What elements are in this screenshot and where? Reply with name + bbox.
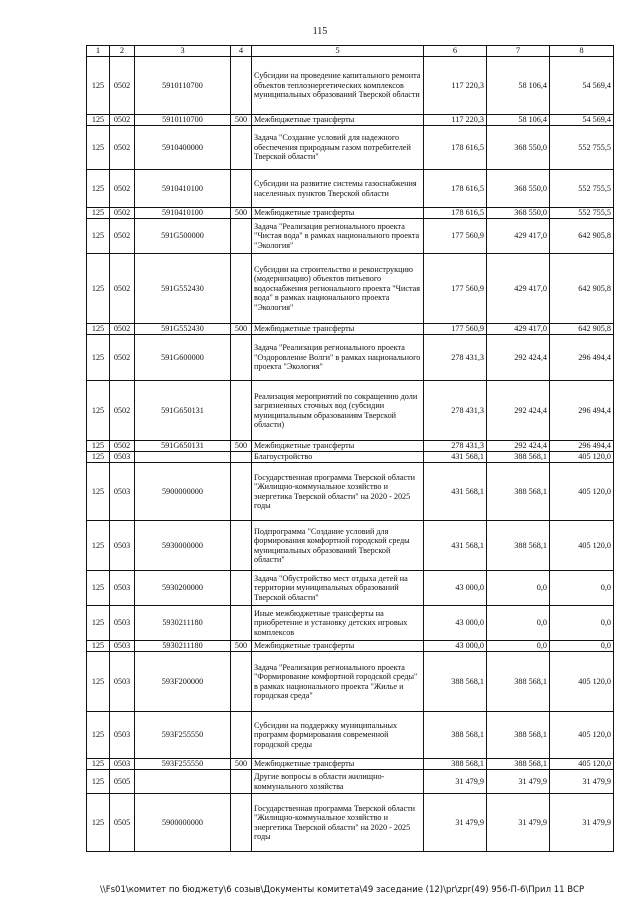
column-header: 4 [231, 46, 252, 57]
target-article-cell: 5930200000 [135, 571, 231, 606]
amount-2022-cell: 405 120,0 [550, 463, 614, 521]
code-cell: 125 [87, 57, 110, 115]
table-row [87, 571, 614, 606]
amount-2020-cell: 31 479,9 [424, 770, 487, 794]
code-cell: 125 [87, 170, 110, 208]
target-article-cell: 5910410100 [135, 208, 231, 219]
target-article-cell: 5930211180 [135, 606, 231, 641]
amount-2022-cell: 405 120,0 [550, 452, 614, 463]
expense-type-cell [231, 521, 252, 571]
target-article-cell [135, 452, 231, 463]
amount-2020-cell: 431 568,1 [424, 463, 487, 521]
amount-2021-cell: 429 417,0 [487, 254, 550, 324]
amount-2020-cell: 178 616,5 [424, 208, 487, 219]
amount-2021-cell: 368 550,0 [487, 208, 550, 219]
target-article-cell: 593F200000 [135, 652, 231, 712]
item-name-cell: Межбюджетные трансферты [252, 759, 424, 770]
table-row [87, 335, 614, 381]
code-cell: 125 [87, 335, 110, 381]
amount-2020-cell: 278 431,3 [424, 335, 487, 381]
code-cell: 125 [87, 126, 110, 170]
amount-2021-cell: 429 417,0 [487, 324, 550, 335]
amount-2022-cell: 31 479,9 [550, 794, 614, 852]
table-row [87, 126, 614, 170]
amount-2022-cell: 54 569,4 [550, 115, 614, 126]
table-header-row [87, 46, 614, 57]
item-name-cell: Задача "Реализация регионального проекта "Формирование комфортной городской среды" в рамках национального проекта "Жилье и городская среда" [252, 652, 424, 712]
section-cell: 0502 [110, 170, 135, 208]
expense-type-cell [231, 571, 252, 606]
expense-type-cell: 500 [231, 324, 252, 335]
amount-2020-cell: 388 568,1 [424, 712, 487, 759]
amount-2022-cell: 0,0 [550, 606, 614, 641]
table-row [87, 208, 614, 219]
target-article-cell [135, 770, 231, 794]
section-cell: 0502 [110, 126, 135, 170]
item-name-cell: Подпрограмма "Создание условий для формирования комфортной городской среды муниципальных образований Тверской области" [252, 521, 424, 571]
code-cell: 125 [87, 219, 110, 254]
target-article-cell: 5910410100 [135, 170, 231, 208]
amount-2022-cell: 642 905,8 [550, 324, 614, 335]
amount-2021-cell: 58 106,4 [487, 57, 550, 115]
column-header: 5 [252, 46, 424, 57]
expense-type-cell [231, 452, 252, 463]
amount-2021-cell: 368 550,0 [487, 170, 550, 208]
table-row [87, 324, 614, 335]
amount-2022-cell: 0,0 [550, 571, 614, 606]
section-cell: 0502 [110, 57, 135, 115]
amount-2022-cell: 642 905,8 [550, 219, 614, 254]
target-article-cell: 591G500000 [135, 219, 231, 254]
amount-2022-cell: 296 494,4 [550, 335, 614, 381]
section-cell: 0502 [110, 208, 135, 219]
code-cell: 125 [87, 521, 110, 571]
amount-2022-cell: 296 494,4 [550, 441, 614, 452]
item-name-cell: Межбюджетные трансферты [252, 324, 424, 335]
table-row [87, 219, 614, 254]
code-cell: 125 [87, 652, 110, 712]
code-cell: 125 [87, 759, 110, 770]
amount-2022-cell: 405 120,0 [550, 652, 614, 712]
code-cell: 125 [87, 254, 110, 324]
amount-2020-cell: 43 000,0 [424, 571, 487, 606]
expense-type-cell: 500 [231, 759, 252, 770]
table-row [87, 115, 614, 126]
code-cell: 125 [87, 641, 110, 652]
expense-type-cell [231, 126, 252, 170]
section-cell: 0505 [110, 794, 135, 852]
item-name-cell: Субсидии на проведение капитального ремонта объектов теплоэнергетических комплексов муниципальных образований Тверской области [252, 57, 424, 115]
amount-2020-cell: 177 560,9 [424, 219, 487, 254]
amount-2020-cell: 278 431,3 [424, 441, 487, 452]
expense-type-cell [231, 219, 252, 254]
expense-type-cell: 500 [231, 115, 252, 126]
code-cell: 125 [87, 794, 110, 852]
amount-2022-cell: 405 120,0 [550, 521, 614, 571]
item-name-cell: Межбюджетные трансферты [252, 641, 424, 652]
section-cell: 0503 [110, 652, 135, 712]
code-cell: 125 [87, 208, 110, 219]
table-row [87, 381, 614, 441]
amount-2022-cell: 405 120,0 [550, 712, 614, 759]
item-name-cell: Реализация мероприятий по сокращению доли загрязненных сточных вод (субсидии муниципальным образованиям Тверской области) [252, 381, 424, 441]
item-name-cell: Задача "Реализация регионального проекта "Оздоровление Волги" в рамках национального проекта "Экология" [252, 335, 424, 381]
target-article-cell: 5910400000 [135, 126, 231, 170]
item-name-cell: Государственная программа Тверской области "Жилищно-коммунальное хозяйство и энергетика Тверской области" на 2020 - 2025 годы [252, 794, 424, 852]
target-article-cell: 5900000000 [135, 794, 231, 852]
section-cell: 0502 [110, 441, 135, 452]
item-name-cell: Задача "Реализация регионального проекта "Чистая вода" в рамках национального проекта "Экология" [252, 219, 424, 254]
code-cell: 125 [87, 324, 110, 335]
column-header: 3 [135, 46, 231, 57]
expense-type-cell [231, 712, 252, 759]
expense-type-cell [231, 606, 252, 641]
target-article-cell: 5900000000 [135, 463, 231, 521]
section-cell: 0503 [110, 759, 135, 770]
amount-2020-cell: 431 568,1 [424, 521, 487, 571]
amount-2021-cell: 58 106,4 [487, 115, 550, 126]
amount-2022-cell: 552 755,5 [550, 208, 614, 219]
section-cell: 0503 [110, 606, 135, 641]
column-header: 6 [424, 46, 487, 57]
item-name-cell: Другие вопросы в области жилищно-коммунального хозяйства [252, 770, 424, 794]
table-row [87, 794, 614, 852]
code-cell: 125 [87, 712, 110, 759]
table-row [87, 652, 614, 712]
section-cell: 0502 [110, 324, 135, 335]
target-article-cell: 5910110700 [135, 57, 231, 115]
amount-2020-cell: 278 431,3 [424, 381, 487, 441]
amount-2020-cell: 43 000,0 [424, 606, 487, 641]
amount-2021-cell: 388 568,1 [487, 712, 550, 759]
page-number: 115 [312, 26, 328, 37]
column-header: 7 [487, 46, 550, 57]
code-cell: 125 [87, 463, 110, 521]
section-cell: 0503 [110, 463, 135, 521]
amount-2022-cell: 54 569,4 [550, 57, 614, 115]
target-article-cell: 591G552430 [135, 254, 231, 324]
amount-2021-cell: 388 568,1 [487, 759, 550, 770]
table-row [87, 712, 614, 759]
target-article-cell: 593F255550 [135, 759, 231, 770]
amount-2021-cell: 388 568,1 [487, 521, 550, 571]
expense-type-cell [231, 335, 252, 381]
amount-2022-cell: 552 755,5 [550, 170, 614, 208]
amount-2022-cell: 552 755,5 [550, 126, 614, 170]
expense-type-cell: 500 [231, 441, 252, 452]
amount-2021-cell: 0,0 [487, 571, 550, 606]
expense-type-cell [231, 770, 252, 794]
target-article-cell: 5930211180 [135, 641, 231, 652]
file-path-footer: \\Fs01\комитет по бюджету\6 созыв\Документы комитета\49 заседание (12)\pr\zpr(49) 956-П-6\Прил 11 ВСР [100, 885, 585, 895]
code-cell: 125 [87, 441, 110, 452]
amount-2022-cell: 405 120,0 [550, 759, 614, 770]
expense-type-cell [231, 57, 252, 115]
section-cell: 0503 [110, 452, 135, 463]
code-cell: 125 [87, 452, 110, 463]
amount-2021-cell: 292 424,4 [487, 335, 550, 381]
amount-2021-cell: 292 424,4 [487, 381, 550, 441]
column-header: 1 [87, 46, 110, 57]
expense-type-cell [231, 463, 252, 521]
amount-2020-cell: 178 616,5 [424, 170, 487, 208]
item-name-cell: Субсидии на поддержку муниципальных программ формирования современной городской среды [252, 712, 424, 759]
table-row [87, 441, 614, 452]
code-cell: 125 [87, 770, 110, 794]
amount-2022-cell: 0,0 [550, 641, 614, 652]
code-cell: 125 [87, 606, 110, 641]
amount-2021-cell: 0,0 [487, 641, 550, 652]
section-cell: 0505 [110, 770, 135, 794]
section-cell: 0502 [110, 381, 135, 441]
section-cell: 0503 [110, 521, 135, 571]
section-cell: 0503 [110, 641, 135, 652]
amount-2022-cell: 296 494,4 [550, 381, 614, 441]
item-name-cell: Задача "Создание условий для надежного обеспечения природным газом потребителей Тверской области" [252, 126, 424, 170]
item-name-cell: Межбюджетные трансферты [252, 115, 424, 126]
target-article-cell: 591G650131 [135, 441, 231, 452]
item-name-cell: Межбюджетные трансферты [252, 208, 424, 219]
amount-2021-cell: 388 568,1 [487, 452, 550, 463]
item-name-cell: Благоустройство [252, 452, 424, 463]
amount-2020-cell: 117 220,3 [424, 115, 487, 126]
column-header: 2 [110, 46, 135, 57]
item-name-cell: Государственная программа Тверской области "Жилищно-коммунальное хозяйство и энергетика Тверской области" на 2020 - 2025 годы [252, 463, 424, 521]
section-cell: 0503 [110, 571, 135, 606]
target-article-cell: 5910110700 [135, 115, 231, 126]
table-row [87, 606, 614, 641]
amount-2021-cell: 31 479,9 [487, 794, 550, 852]
amount-2020-cell: 431 568,1 [424, 452, 487, 463]
expense-type-cell [231, 254, 252, 324]
table-row [87, 452, 614, 463]
amount-2020-cell: 31 479,9 [424, 794, 487, 852]
expense-type-cell: 500 [231, 208, 252, 219]
expense-type-cell [231, 170, 252, 208]
amount-2021-cell: 429 417,0 [487, 219, 550, 254]
table-row [87, 463, 614, 521]
amount-2020-cell: 177 560,9 [424, 254, 487, 324]
expense-type-cell [231, 381, 252, 441]
code-cell: 125 [87, 381, 110, 441]
item-name-cell: Межбюджетные трансферты [252, 441, 424, 452]
section-cell: 0502 [110, 219, 135, 254]
amount-2020-cell: 43 000,0 [424, 641, 487, 652]
table-row [87, 641, 614, 652]
item-name-cell: Задача "Обустройство мест отдыха детей на территории муниципальных образований Тверской области" [252, 571, 424, 606]
section-cell: 0502 [110, 254, 135, 324]
expense-type-cell [231, 652, 252, 712]
amount-2020-cell: 388 568,1 [424, 652, 487, 712]
section-cell: 0503 [110, 712, 135, 759]
table-row [87, 57, 614, 115]
expense-type-cell [231, 794, 252, 852]
amount-2020-cell: 117 220,3 [424, 57, 487, 115]
section-cell: 0502 [110, 335, 135, 381]
amount-2021-cell: 388 568,1 [487, 652, 550, 712]
target-article-cell: 591G650131 [135, 381, 231, 441]
code-cell: 125 [87, 571, 110, 606]
table-row [87, 254, 614, 324]
table-row [87, 170, 614, 208]
amount-2020-cell: 178 616,5 [424, 126, 487, 170]
amount-2020-cell: 177 560,9 [424, 324, 487, 335]
amount-2021-cell: 31 479,9 [487, 770, 550, 794]
table-row [87, 759, 614, 770]
item-name-cell: Субсидии на развитие системы газоснабжения населенных пунктов Тверской области [252, 170, 424, 208]
amount-2021-cell: 292 424,4 [487, 441, 550, 452]
item-name-cell: Субсидии на строительство и реконструкцию (модернизацию) объектов питьевого водоснабжения регионального проекта "Чистая вода" в рамках национального проекта "Экология" [252, 254, 424, 324]
column-header: 8 [550, 46, 614, 57]
table-row [87, 521, 614, 571]
amount-2021-cell: 0,0 [487, 606, 550, 641]
table-body [87, 57, 614, 852]
amount-2021-cell: 388 568,1 [487, 463, 550, 521]
amount-2022-cell: 31 479,9 [550, 770, 614, 794]
amount-2020-cell: 388 568,1 [424, 759, 487, 770]
target-article-cell: 591G552430 [135, 324, 231, 335]
amount-2021-cell: 368 550,0 [487, 126, 550, 170]
target-article-cell: 591G600000 [135, 335, 231, 381]
expense-type-cell: 500 [231, 641, 252, 652]
target-article-cell: 5930000000 [135, 521, 231, 571]
table-row [87, 770, 614, 794]
amount-2022-cell: 642 905,8 [550, 254, 614, 324]
budget-table [86, 45, 614, 852]
item-name-cell: Иные межбюджетные трансферты на приобретение и установку детских игровых комплексов [252, 606, 424, 641]
code-cell: 125 [87, 115, 110, 126]
section-cell: 0502 [110, 115, 135, 126]
target-article-cell: 593F255550 [135, 712, 231, 759]
